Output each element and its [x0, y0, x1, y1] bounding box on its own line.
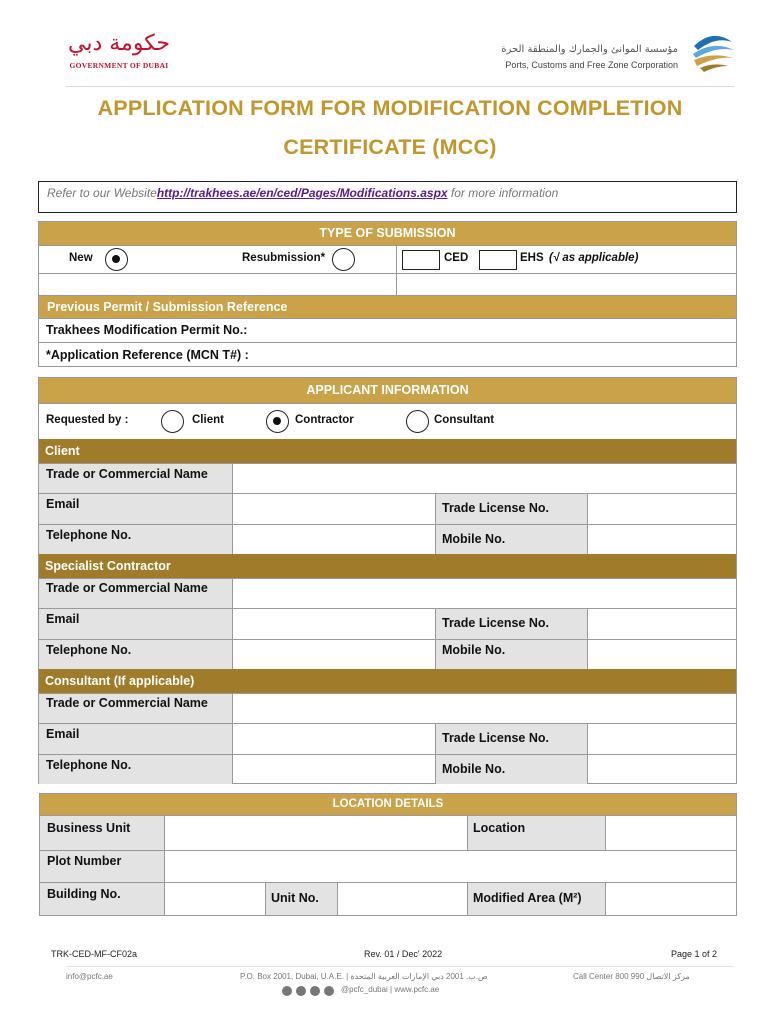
social-icons	[282, 985, 338, 997]
client-email-field[interactable]	[234, 494, 434, 524]
divider	[587, 608, 588, 669]
divider	[467, 882, 468, 915]
consultant-option-label: Consultant	[434, 414, 495, 426]
client-trade-name-field[interactable]	[234, 464, 734, 493]
building-no-field[interactable]	[166, 883, 264, 915]
facebook-icon[interactable]	[310, 986, 320, 996]
consultant-trade-name-field[interactable]	[234, 694, 734, 723]
consultant-section-band: Consultant (If applicable)	[39, 669, 736, 693]
divider	[435, 608, 436, 669]
divider	[39, 403, 736, 404]
pcfc-logo	[500, 24, 740, 76]
footer-social-handle: @pcfc_dubai | www.pcfc.ae	[341, 985, 440, 994]
footer-address: P.O. Box 2001, Dubai, U.A.E. | ص.ب. 2001 دبي الإمارات العربية المتحدة	[240, 972, 488, 981]
divider	[164, 815, 165, 915]
resubmission-label: Resubmission*	[242, 252, 326, 264]
contractor-email-label: Email	[46, 612, 80, 626]
twitter-icon[interactable]	[296, 986, 306, 996]
divider	[435, 493, 436, 554]
location-section	[39, 793, 737, 916]
form-title-line-1: APPLICATION FORM FOR MODIFICATION COMPLETION	[97, 96, 683, 120]
consultant-trade-license-label: Trade License No.	[442, 731, 549, 745]
contractor-telephone-field[interactable]	[234, 640, 434, 669]
government-of-dubai-logo	[64, 26, 174, 72]
applicable-note: (√ as applicable)	[549, 252, 639, 264]
pcfc-emblem-icon	[688, 26, 738, 76]
pcfc-arabic-name: مؤسسة الموانئ والجمارك والمنطقة الحرة	[501, 44, 678, 55]
contractor-mobile-field[interactable]	[589, 640, 735, 669]
ced-label: CED	[444, 252, 469, 264]
divider	[396, 245, 397, 295]
divider	[39, 318, 736, 319]
contractor-telephone-label: Telephone No.	[46, 643, 132, 657]
consultant-email-label: Email	[46, 727, 80, 741]
ehs-label: EHS	[520, 252, 544, 264]
footer-email[interactable]: info@pcfc.ae	[66, 972, 113, 981]
consultant-trade-name-label: Trade or Commercial Name	[46, 696, 208, 710]
business-unit-field[interactable]	[166, 816, 466, 850]
website-reference-box	[38, 181, 737, 213]
plot-number-label: Plot Number	[47, 854, 122, 868]
divider	[232, 693, 233, 784]
plot-number-field[interactable]	[166, 851, 735, 882]
new-label: New	[69, 252, 93, 264]
consultant-mobile-label: Mobile No.	[442, 762, 506, 776]
gov-arabic-calligraphy	[64, 26, 174, 60]
contractor-section-band: Specialist Contractor	[39, 554, 736, 578]
permit-number-label: Trakhees Modification Permit No.:	[46, 323, 248, 337]
consultant-telephone-field[interactable]	[234, 755, 434, 784]
gov-english-text: GOVERNMENT OF DUBAI	[69, 61, 169, 70]
submission-band: TYPE OF SUBMISSION	[39, 222, 736, 245]
contractor-trade-license-label: Trade License No.	[442, 616, 549, 630]
location-band: LOCATION DETAILS	[40, 794, 736, 815]
contractor-radio[interactable]	[266, 410, 289, 433]
ehs-checkbox[interactable]	[479, 250, 517, 270]
divider	[39, 273, 736, 274]
submission-section	[38, 221, 737, 367]
client-telephone-label: Telephone No.	[46, 528, 132, 542]
consultant-radio[interactable]	[406, 410, 429, 433]
divider	[605, 815, 606, 850]
form-title-line-2: CERTIFICATE (MCC)	[283, 135, 497, 159]
applicant-band: APPLICANT INFORMATION	[39, 378, 736, 403]
page-number: Page 1 of 2	[671, 949, 718, 959]
divider	[587, 723, 588, 784]
modified-area-field[interactable]	[607, 883, 735, 915]
consultant-mobile-field[interactable]	[589, 755, 735, 784]
client-mobile-label: Mobile No.	[442, 532, 506, 546]
resubmission-radio[interactable]	[332, 248, 355, 271]
location-field[interactable]	[607, 816, 735, 850]
document-code: TRK-CED-MF-CF02a	[51, 949, 138, 959]
application-reference-label: *Application Reference (MCN T#) :	[46, 348, 249, 362]
divider	[605, 882, 606, 915]
pcfc-english-name: Ports, Customs and Free Zone Corporation	[505, 60, 678, 70]
client-trade-license-field[interactable]	[589, 494, 735, 524]
location-label: Location	[473, 821, 526, 835]
revision-info: Rev. 01 / Dec' 2022	[364, 949, 443, 959]
contractor-trade-license-field[interactable]	[589, 609, 735, 639]
unit-no-field[interactable]	[339, 883, 466, 915]
linkedin-icon[interactable]	[324, 986, 334, 996]
modified-area-label: Modified Area (M²)	[473, 891, 582, 905]
divider	[467, 815, 468, 850]
client-radio[interactable]	[161, 410, 184, 433]
contractor-mobile-label: Mobile No.	[442, 643, 506, 657]
divider	[232, 463, 233, 554]
divider	[39, 342, 736, 343]
client-email-label: Email	[46, 497, 80, 511]
divider	[587, 493, 588, 554]
contractor-trade-name-label: Trade or Commercial Name	[46, 581, 208, 595]
previous-permit-band: Previous Permit / Submission Reference	[39, 296, 736, 318]
divider	[39, 245, 736, 246]
client-trade-license-label: Trade License No.	[442, 501, 549, 515]
client-trade-name-label: Trade or Commercial Name	[46, 467, 208, 481]
contractor-email-field[interactable]	[234, 609, 434, 639]
footer-call-center: Call Center 800 990 مركز الاتصال	[573, 972, 690, 981]
modifications-link[interactable]: http://trakhees.ae/en/ced/Pages/Modifications.aspx	[156, 186, 448, 200]
divider	[435, 723, 436, 784]
reference-suffix: for more information	[447, 186, 559, 200]
header-divider	[66, 86, 734, 87]
client-telephone-field[interactable]	[234, 525, 434, 554]
contractor-option-label: Contractor	[295, 414, 354, 426]
client-mobile-field[interactable]	[589, 525, 735, 554]
business-unit-label: Business Unit	[47, 821, 131, 835]
consultant-telephone-label: Telephone No.	[46, 758, 132, 772]
consultant-trade-license-field[interactable]	[589, 724, 735, 754]
client-section-band: Client	[39, 439, 736, 463]
divider	[337, 882, 338, 915]
consultant-email-field[interactable]	[234, 724, 434, 754]
unit-no-label: Unit No.	[271, 891, 319, 905]
instagram-icon[interactable]	[282, 986, 292, 996]
ced-checkbox[interactable]	[402, 250, 440, 270]
client-option-label: Client	[192, 414, 224, 426]
requested-by-label: Requested by :	[46, 414, 129, 426]
divider	[265, 882, 266, 915]
footer-divider	[66, 966, 734, 967]
applicant-section	[38, 377, 737, 784]
divider	[232, 578, 233, 669]
reference-prefix: Refer to our Website	[47, 186, 157, 200]
gov-arabic-text: حكومة دبي	[68, 31, 170, 56]
building-no-label: Building No.	[47, 887, 121, 901]
new-radio[interactable]	[105, 248, 128, 271]
contractor-trade-name-field[interactable]	[234, 579, 734, 608]
